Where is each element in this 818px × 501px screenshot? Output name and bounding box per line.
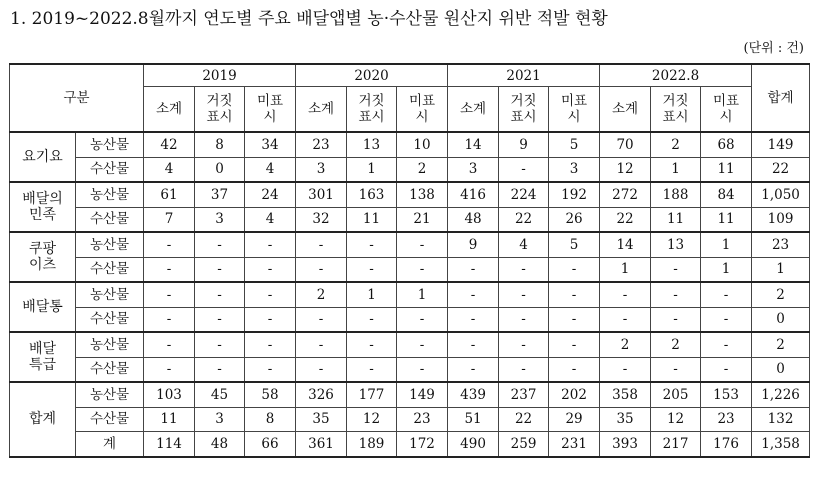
table-cell: 22 <box>600 207 651 232</box>
table-cell: - <box>144 232 195 257</box>
table-cell: 439 <box>448 382 499 407</box>
table-cell: 48 <box>195 432 245 457</box>
table-cell: 1 <box>397 282 448 307</box>
table-cell: - <box>245 307 296 332</box>
table-cell: 10 <box>397 132 448 157</box>
table-cell: - <box>549 307 600 332</box>
table-cell: - <box>499 282 549 307</box>
row-type-label: 농산물 <box>76 382 144 407</box>
table-cell: 4 <box>499 232 549 257</box>
header-subcolumn: 소계 <box>600 87 651 133</box>
table-cell: 12 <box>600 157 651 182</box>
table-cell: - <box>499 257 549 282</box>
table-cell: 45 <box>195 382 245 407</box>
table-cell: - <box>549 282 600 307</box>
header-subcolumn: 미표 시 <box>549 87 600 133</box>
table-cell: 51 <box>448 407 499 432</box>
table-cell: 21 <box>397 207 448 232</box>
table-cell: 272 <box>600 182 651 207</box>
table-cell: 11 <box>347 207 397 232</box>
table-cell: 3 <box>195 207 245 232</box>
table-cell: 70 <box>600 132 651 157</box>
table-cell: 2 <box>752 282 810 307</box>
row-type-label: 농산물 <box>76 232 144 257</box>
table-cell: 23 <box>397 407 448 432</box>
table-cell: 1 <box>347 282 397 307</box>
table-cell: 490 <box>448 432 499 457</box>
table-cell: 416 <box>448 182 499 207</box>
table-cell: - <box>397 257 448 282</box>
table-cell: - <box>195 357 245 382</box>
table-cell: 3 <box>549 157 600 182</box>
row-group-label: 배달의 민족 <box>10 182 76 232</box>
table-cell: 0 <box>752 357 810 382</box>
row-group-label: 합계 <box>10 382 76 457</box>
table-cell: 2 <box>397 157 448 182</box>
table-cell: 84 <box>701 182 752 207</box>
header-subcolumn: 거짓 표시 <box>499 87 549 133</box>
table-cell: 0 <box>195 157 245 182</box>
table-cell: 2 <box>651 132 701 157</box>
table-cell: - <box>651 282 701 307</box>
table-cell: 29 <box>549 407 600 432</box>
table-cell: 26 <box>549 207 600 232</box>
table-cell: 231 <box>549 432 600 457</box>
table-cell: 0 <box>752 307 810 332</box>
table-cell: 9 <box>448 232 499 257</box>
table-cell: - <box>499 332 549 357</box>
table-cell: - <box>499 307 549 332</box>
table-cell: 61 <box>144 182 195 207</box>
table-cell: 176 <box>701 432 752 457</box>
table-row <box>10 307 810 332</box>
row-group-label: 쿠팡 이츠 <box>10 232 76 282</box>
table-cell: - <box>397 307 448 332</box>
table-cell: - <box>296 357 347 382</box>
table-cell: - <box>195 232 245 257</box>
table-cell: - <box>397 357 448 382</box>
table-cell: 68 <box>701 132 752 157</box>
table-cell: 192 <box>549 182 600 207</box>
table-cell: 1,226 <box>752 382 810 407</box>
header-year: 2022.8 <box>600 64 752 87</box>
row-type-label: 농산물 <box>76 132 144 157</box>
table-cell: - <box>549 257 600 282</box>
unit-label: (단위 : 건) <box>743 41 804 56</box>
row-type-label: 계 <box>76 432 144 457</box>
row-type-label: 수산물 <box>76 157 144 182</box>
table-cell: - <box>600 357 651 382</box>
table-cell: 358 <box>600 382 651 407</box>
table-cell: 35 <box>296 407 347 432</box>
table-cell: - <box>347 357 397 382</box>
table-cell: 11 <box>144 407 195 432</box>
table-cell: - <box>296 307 347 332</box>
table-cell: 259 <box>499 432 549 457</box>
header-category: 구분 <box>10 64 144 132</box>
table-cell: - <box>144 257 195 282</box>
table-cell: 103 <box>144 382 195 407</box>
header-subcolumn: 미표 시 <box>245 87 296 133</box>
table-cell: 1 <box>600 257 651 282</box>
row-type-label: 농산물 <box>76 332 144 357</box>
table-cell: 9 <box>499 132 549 157</box>
header-total: 합계 <box>752 64 810 132</box>
table-cell: 22 <box>752 157 810 182</box>
table-cell: 393 <box>600 432 651 457</box>
header-subcolumn: 소계 <box>296 87 347 133</box>
table-cell: 32 <box>296 207 347 232</box>
table-cell: 37 <box>195 182 245 207</box>
table-cell: - <box>448 257 499 282</box>
table-cell: 224 <box>499 182 549 207</box>
table-cell: 42 <box>144 132 195 157</box>
header-subcolumn: 거짓 표시 <box>195 87 245 133</box>
table-row <box>10 407 810 432</box>
table-cell: 3 <box>195 407 245 432</box>
table-cell: 2 <box>752 332 810 357</box>
table-cell: - <box>549 332 600 357</box>
table-cell: - <box>347 332 397 357</box>
table-cell: 22 <box>499 407 549 432</box>
table-cell: 1,050 <box>752 182 810 207</box>
row-type-label: 농산물 <box>76 182 144 207</box>
table-cell: 1 <box>752 257 810 282</box>
table-cell: - <box>600 307 651 332</box>
table-cell: - <box>195 307 245 332</box>
violation-table <box>9 63 810 458</box>
table-cell: - <box>195 332 245 357</box>
table-cell: 1 <box>701 257 752 282</box>
table-cell: 24 <box>245 182 296 207</box>
table-cell: - <box>701 332 752 357</box>
header-subcolumn: 소계 <box>144 87 195 133</box>
row-type-label: 수산물 <box>76 357 144 382</box>
table-cell: 4 <box>144 157 195 182</box>
table-cell: 1 <box>651 157 701 182</box>
table-cell: - <box>195 257 245 282</box>
table-cell: - <box>245 232 296 257</box>
table-cell: 58 <box>245 382 296 407</box>
header-subcolumn: 거짓 표시 <box>347 87 397 133</box>
table-cell: 202 <box>549 382 600 407</box>
table-row <box>10 257 810 282</box>
table-cell: 13 <box>347 132 397 157</box>
table-cell: - <box>448 357 499 382</box>
table-cell: 1,358 <box>752 432 810 457</box>
table-cell: 3 <box>296 157 347 182</box>
table-cell: 109 <box>752 207 810 232</box>
table-cell: 23 <box>296 132 347 157</box>
row-type-label: 수산물 <box>76 257 144 282</box>
table-cell: 153 <box>701 382 752 407</box>
row-group-label: 배달 특급 <box>10 332 76 382</box>
row-group-label: 요기요 <box>10 132 76 182</box>
table-cell: - <box>195 282 245 307</box>
table-cell: - <box>600 282 651 307</box>
table-cell: 13 <box>651 232 701 257</box>
table-cell: 189 <box>347 432 397 457</box>
table-cell: 5 <box>549 232 600 257</box>
table-cell: - <box>347 257 397 282</box>
table-cell: 35 <box>600 407 651 432</box>
table-row <box>10 282 810 307</box>
table-cell: 8 <box>245 407 296 432</box>
table-cell: - <box>144 332 195 357</box>
table-cell: 2 <box>296 282 347 307</box>
table-cell: 7 <box>144 207 195 232</box>
table-cell: - <box>245 332 296 357</box>
header-year: 2021 <box>448 64 600 87</box>
table-cell: - <box>245 282 296 307</box>
table-cell: - <box>144 307 195 332</box>
table-cell: - <box>651 307 701 332</box>
table-cell: - <box>499 157 549 182</box>
table-cell: 22 <box>499 207 549 232</box>
table-cell: - <box>296 257 347 282</box>
table-row <box>10 182 810 207</box>
table-cell: 4 <box>245 157 296 182</box>
table-cell: - <box>448 332 499 357</box>
table-cell: - <box>549 357 600 382</box>
header-subcolumn: 거짓 표시 <box>651 87 701 133</box>
table-cell: - <box>397 332 448 357</box>
table-cell: - <box>651 357 701 382</box>
table-cell: - <box>701 282 752 307</box>
table-cell: 11 <box>701 207 752 232</box>
row-type-label: 수산물 <box>76 307 144 332</box>
header-subcolumn: 미표 시 <box>701 87 752 133</box>
header-subcolumn: 미표 시 <box>397 87 448 133</box>
table-cell: - <box>144 282 195 307</box>
row-group-label: 배달통 <box>10 282 76 332</box>
table-row <box>10 432 810 457</box>
table-cell: 301 <box>296 182 347 207</box>
document-title: 1. 2019~2022.8월까지 연도별 주요 배달앱별 농·수산물 원산지 위반 적발 현황 <box>10 9 608 29</box>
header-year: 2020 <box>296 64 448 87</box>
row-type-label: 수산물 <box>76 207 144 232</box>
table-cell: - <box>499 357 549 382</box>
table-cell: - <box>144 357 195 382</box>
header-year: 2019 <box>144 64 296 87</box>
table-cell: 48 <box>448 207 499 232</box>
table-cell: 12 <box>651 407 701 432</box>
table-cell: 188 <box>651 182 701 207</box>
table-cell: - <box>245 357 296 382</box>
table-row <box>10 357 810 382</box>
table-cell: 11 <box>701 157 752 182</box>
table-cell: 66 <box>245 432 296 457</box>
table-cell: - <box>448 282 499 307</box>
header-subcolumn: 소계 <box>448 87 499 133</box>
table-cell: - <box>245 257 296 282</box>
table-cell: 177 <box>347 382 397 407</box>
table-cell: 4 <box>245 207 296 232</box>
row-type-label: 수산물 <box>76 407 144 432</box>
table-cell: 2 <box>600 332 651 357</box>
table-cell: - <box>347 232 397 257</box>
table-cell: 149 <box>397 382 448 407</box>
table-cell: - <box>651 257 701 282</box>
table-cell: 23 <box>752 232 810 257</box>
table-cell: 34 <box>245 132 296 157</box>
table-cell: 114 <box>144 432 195 457</box>
table-cell: - <box>296 232 347 257</box>
table-row <box>10 382 810 407</box>
table-cell: 2 <box>651 332 701 357</box>
table-cell: 14 <box>600 232 651 257</box>
table-cell: - <box>701 307 752 332</box>
table-cell: 14 <box>448 132 499 157</box>
table-row <box>10 232 810 257</box>
table-cell: - <box>347 307 397 332</box>
row-type-label: 농산물 <box>76 282 144 307</box>
table-cell: 1 <box>701 232 752 257</box>
table-cell: 326 <box>296 382 347 407</box>
table-row <box>10 332 810 357</box>
table-cell: - <box>296 332 347 357</box>
table-cell: 1 <box>347 157 397 182</box>
table-cell: 8 <box>195 132 245 157</box>
table-cell: - <box>701 357 752 382</box>
table-cell: 172 <box>397 432 448 457</box>
table-cell: 149 <box>752 132 810 157</box>
table-cell: 23 <box>701 407 752 432</box>
table-cell: - <box>397 232 448 257</box>
table-cell: 205 <box>651 382 701 407</box>
table-row <box>10 157 810 182</box>
table-cell: 361 <box>296 432 347 457</box>
table-cell: 217 <box>651 432 701 457</box>
table-cell: 12 <box>347 407 397 432</box>
table-cell: 11 <box>651 207 701 232</box>
table-cell: 237 <box>499 382 549 407</box>
table-cell: 5 <box>549 132 600 157</box>
table-cell: 138 <box>397 182 448 207</box>
table-cell: 163 <box>347 182 397 207</box>
table-cell: - <box>448 307 499 332</box>
table-row <box>10 207 810 232</box>
table-cell: 3 <box>448 157 499 182</box>
table-cell: 132 <box>752 407 810 432</box>
table-row <box>10 132 810 157</box>
